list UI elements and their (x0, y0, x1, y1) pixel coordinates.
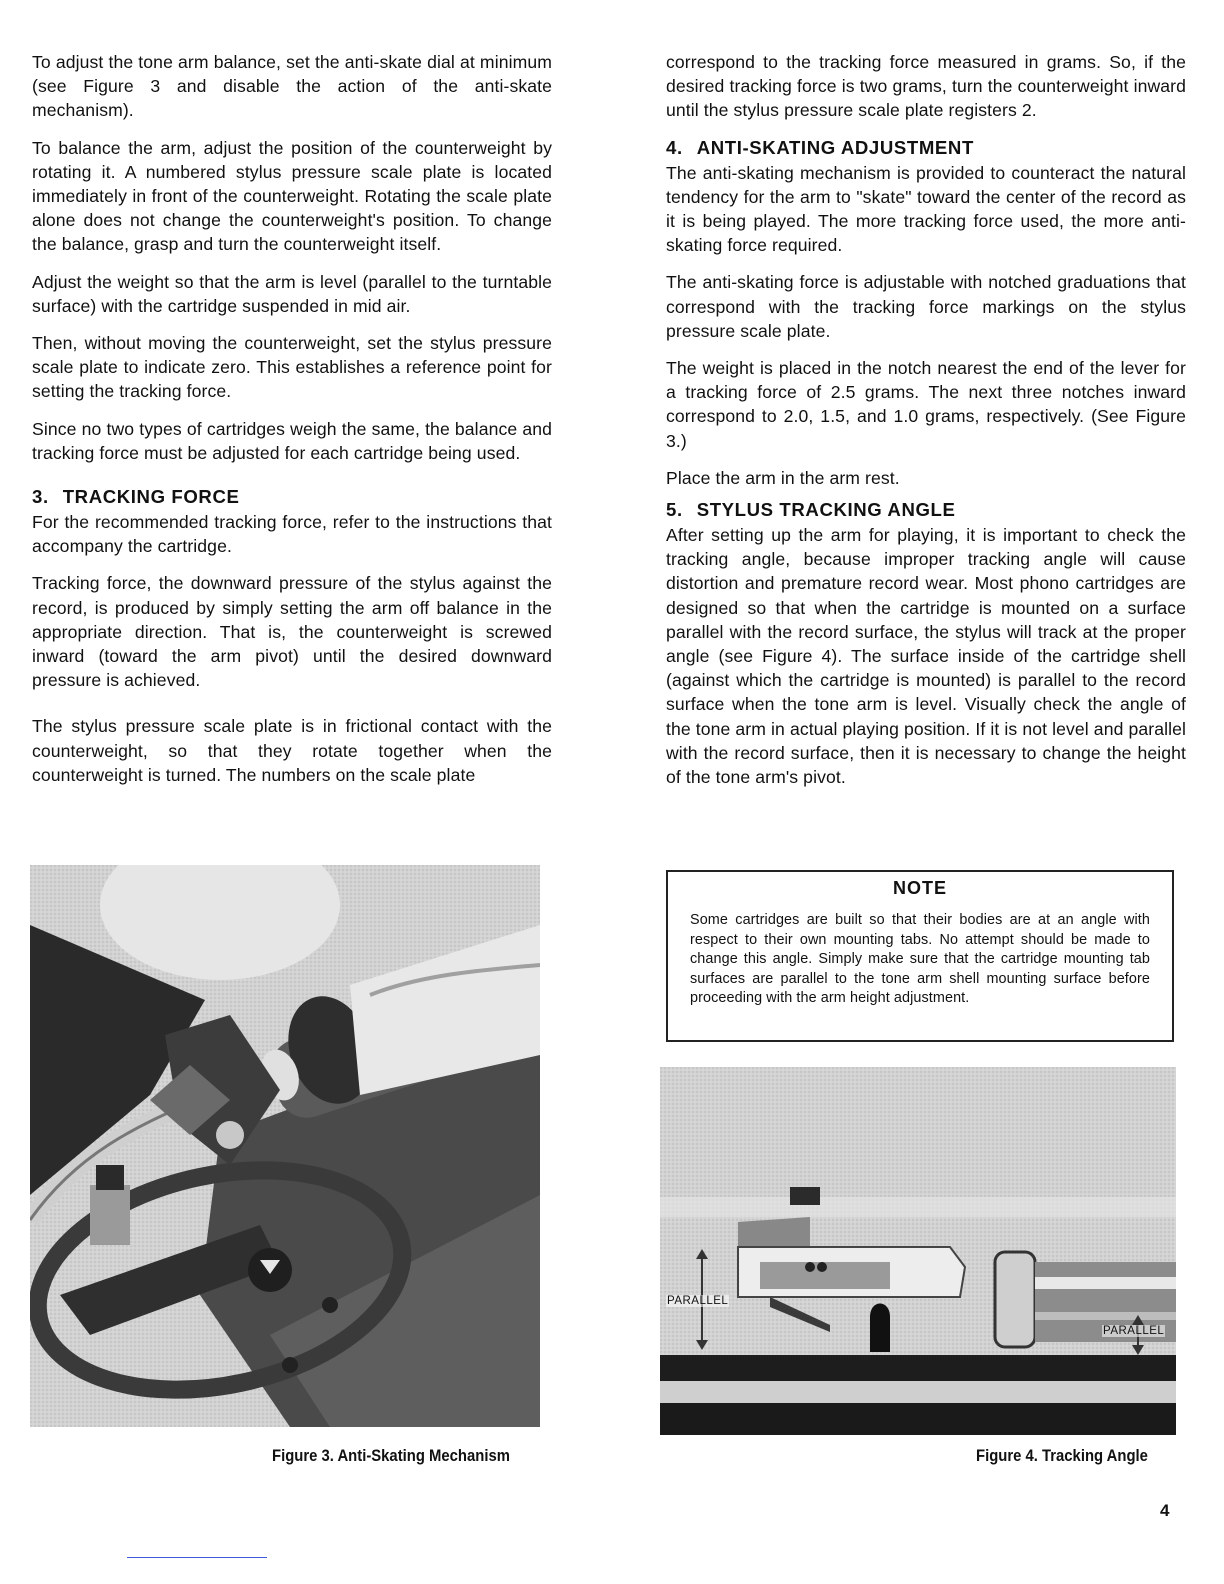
paragraph: After setting up the arm for playing, it is important to check the tracking angle, because improper tracking angle will cause distortion and premature record wear. Most phono cartridges are designed so that when the cartridge is mounted on a surface parallel with the record surface, the stylus will track at the proper angle (see Figure 4). The surface inside of the cartridge shell (against which the cartridge is mounted) is parallel to the record surface when the tone arm is level. Visually check the angle of the tone arm in actual playing position. If it is not level and parallel with the record surface, then it is necessary to change the height of the tone arm's pivot. (666, 525, 1186, 788)
right-column (666, 50, 1186, 802)
note-text: Some cartridges are built so that their bodies are at an angle with respect to their own mounting tabs. No attempt should be made to change this angle. Simply make sure that the cartridge mounting tab surfaces are parallel to the tone arm shell mounting surface before proceeding with the arm height adjustment. (690, 912, 1150, 1007)
section-number: 5. (666, 499, 683, 521)
parallel-label-right: PARALLEL (1103, 1325, 1165, 1337)
paragraph: Then, without moving the counterweight, set the stylus pressure scale plate to indicate zero. This establishes a reference point for setting the tracking force. (32, 333, 552, 402)
paragraph: Place the arm in the arm rest. (666, 467, 900, 488)
section-3-heading (32, 485, 552, 509)
paragraph: Adjust the weight so that the arm is level (parallel to the turntable surface) with the cartridge suspended in mid air. (32, 271, 552, 316)
left-column (32, 50, 552, 800)
figure-4-illustration (660, 1067, 1176, 1435)
parallel-label-left: PARALLEL (667, 1295, 729, 1307)
paragraph: The anti-skating force is adjustable with notched graduations that correspond with the tracking force markings on the stylus pressure scale plate. (666, 272, 1186, 341)
section-title: ANTI-SKATING ADJUSTMENT (696, 136, 974, 158)
footer-rule (127, 1557, 267, 1558)
page-number: 4 (1160, 1501, 1170, 1520)
figure-3-caption: Figure 3. Anti-Skating Mechanism (272, 1447, 510, 1465)
note-title: NOTE (892, 878, 947, 898)
paragraph: To adjust the tone arm balance, set the anti-skate dial at minimum (see Figure 3 and disable the action of the anti-skate mechanism). (32, 52, 552, 121)
figure-3-photo (30, 865, 540, 1427)
paragraph: The weight is placed in the notch nearest the end of the lever for a tracking force of 2.5 grams. The next three notches inward correspond to 2.0, 1.5, and 1.0 grams, respectively. (See Figure 3.) (666, 358, 1186, 451)
section-4-heading (666, 136, 1186, 160)
note-box (666, 870, 1174, 1042)
section-5-heading (666, 498, 1186, 522)
section-title: TRACKING FORCE (62, 486, 240, 508)
paragraph: To balance the arm, adjust the position of the counterweight by rotating it. A numbered stylus pressure scale plate is located immediately in front of the counterweight. Rotating the scale plate alone does not change the counterweight's position. To change the balance, grasp and turn the counterweight itself. (32, 137, 552, 255)
section-number: 4. (666, 136, 683, 158)
section-number: 3. (32, 486, 49, 508)
paragraph: For the recommended tracking force, refer to the instructions that accompany the cartridge. (32, 512, 552, 557)
section-title: STYLUS TRACKING ANGLE (696, 499, 956, 521)
paragraph: correspond to the tracking force measured in grams. So, if the desired tracking force is two grams, turn the counterweight inward until the stylus pressure scale plate registers 2. (666, 52, 1186, 121)
figure-4-caption: Figure 4. Tracking Angle (976, 1447, 1148, 1465)
figure-3-illustration (30, 865, 540, 1427)
paragraph: The anti-skating mechanism is provided to counteract the natural tendency for the arm to "skate" toward the center of the record as it is being played. The more tracking force used, the more anti-skating force required. (666, 162, 1186, 256)
paragraph: Tracking force, the downward pressure of the stylus against the record, is produced by simply setting the arm off balance in the appropriate direction. That is, the counterweight is screwed inward (toward the arm pivot) until the desired downward pressure is achieved. (32, 573, 552, 691)
paragraph: Since no two types of cartridges weigh the same, the balance and tracking force must be adjusted for each cartridge being used. (32, 418, 552, 463)
figure-4-photo (660, 1067, 1176, 1435)
paragraph: The stylus pressure scale plate is in frictional contact with the counterweight, so that they rotate together when the counterweight is turned. The numbers on the scale plate (32, 716, 552, 785)
